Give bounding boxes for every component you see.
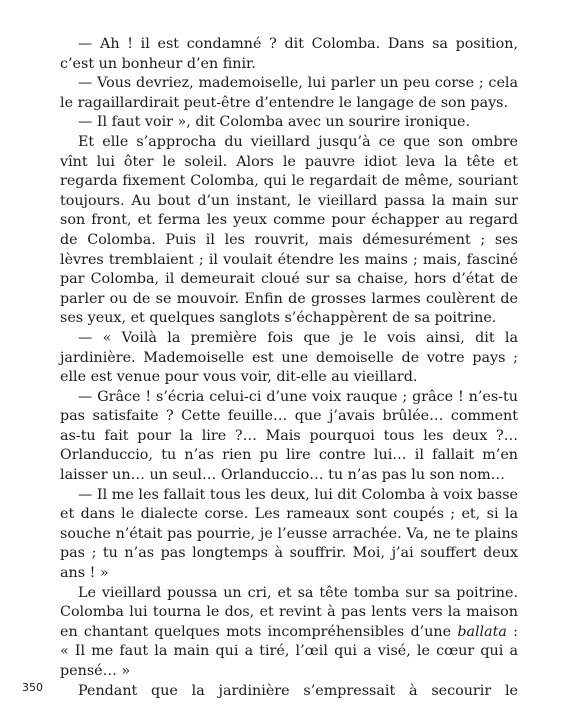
text-run: : « Il me faut la main qui a tiré, l’œil qui a visé, le cœur qui a pensé… » bbox=[60, 623, 518, 679]
text-run: — Il me les fallait tous les deux, lui dit Colomba à voix basse et dans le dialecte corse. Les rameaux sont coupés ; et, si la souche n’était pas pourrie, je l’eusse arrachée. Va, ne te plains pas ; tu n’as pas longtemps à souffrir. Moi, j’ai souffert deux ans ! » bbox=[60, 486, 518, 582]
paragraph bbox=[60, 584, 518, 682]
page-body-text bbox=[60, 35, 518, 701]
text-run: — « Voilà la première fois que je le vois ainsi, dit la jardinière. Mademoiselle est une demoiselle de votre pays ; elle est venue pour vous voir, dit-elle au vieillard. bbox=[60, 329, 518, 386]
text-run: Pendant que la jardinière s’empressait à secourir le bbox=[78, 682, 518, 699]
text-run: — Grâce ! s’écria celui-ci d’une voix rauque ; grâce ! n’es-tu pas satisfaite ? Cette feuille… que j’avais brûlée… comment as-tu fait pour la lire ?… Mais pourquoi tous les deux ?… Orlanduccio, tu n’as rien pu lire contre lui… il fallait m’en laisser un… un seul… Orlanduccio… tu n’as pas lu son nom… bbox=[60, 388, 518, 484]
paragraph bbox=[60, 682, 518, 702]
paragraph bbox=[60, 35, 518, 74]
text-run: — Ah ! il est condamné ? dit Colomba. Dans sa position, c’est un bonheur d’en finir. bbox=[60, 36, 518, 72]
paragraph bbox=[60, 486, 518, 584]
paragraph bbox=[60, 74, 518, 113]
paragraph bbox=[60, 133, 518, 329]
text-run: — Vous devriez, mademoiselle, lui parler un peu corse ; cela le ragaillardirait peut-être d’entendre le langage de son pays. bbox=[60, 75, 518, 111]
paragraph bbox=[60, 113, 518, 133]
italic-term: ballata bbox=[457, 623, 507, 640]
page-number: 350 bbox=[22, 681, 43, 694]
text-run: Et elle s’approcha du vieillard jusqu’à ce que son ombre vînt lui ôter le soleil. Alors le pauvre idiot leva la tête et regarda fixement Colomba, qui le regardait de même, souriant toujours. Au bout d’un instant, le vieillard passa la main sur son front, et ferma les yeux comme pour échapper au regard de Colomba. Puis il les rouvrit, mais démesurément ; ses lèvres tremblaient ; il voulait étendre les mains ; mais, fasciné par Colomba, il demeurait cloué sur sa chaise, hors d’état de parler ou de se mouvoir. Enfin de grosses larmes coulèrent de ses yeux, et quelques sanglots s’échappèrent de sa poitrine. bbox=[60, 133, 518, 327]
text-run: Le vieillard poussa un cri, et sa tête tomba sur sa poitrine. Colomba lui tourna le dos, et revint à pas lents vers la maison en chantant quelques mots incompréhensibles d’une bbox=[60, 584, 518, 640]
paragraph bbox=[60, 329, 518, 388]
text-run: — Il faut voir », dit Colomba avec un sourire ironique. bbox=[78, 114, 471, 131]
paragraph bbox=[60, 388, 518, 486]
